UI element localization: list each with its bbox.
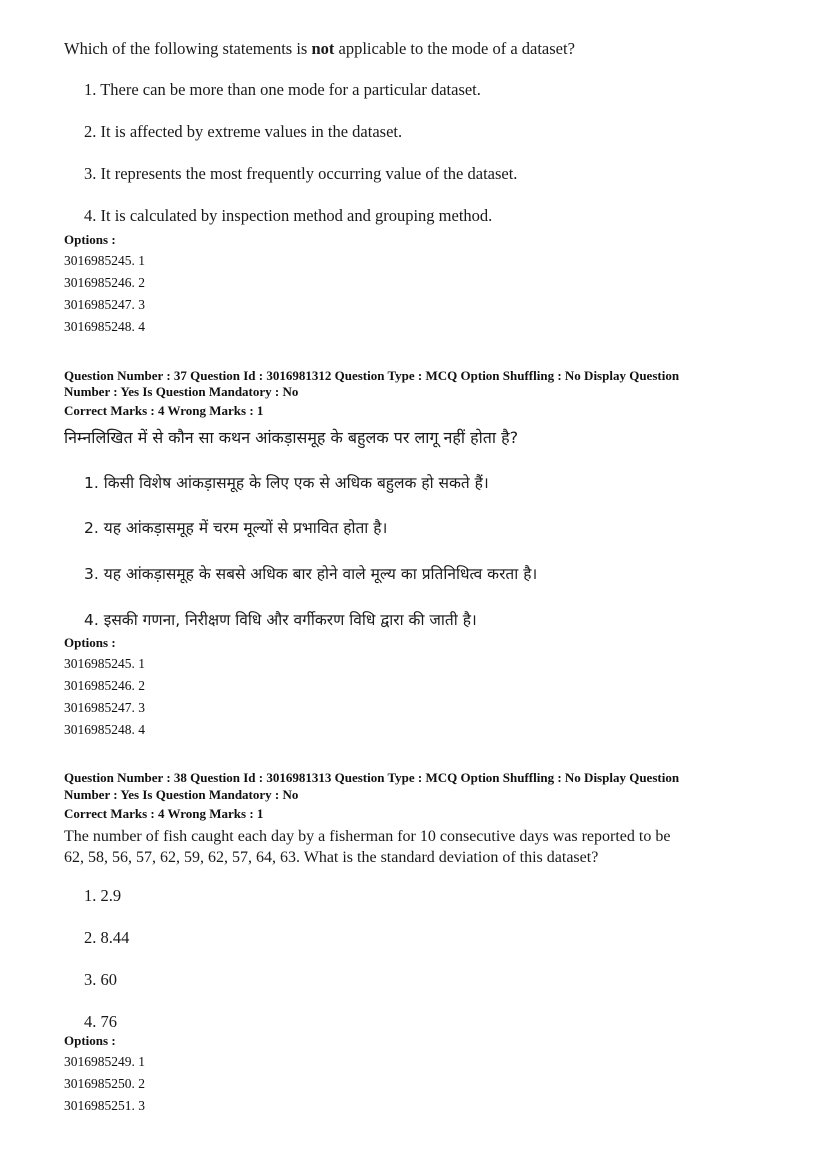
question-37-options-label: Options : [64,635,116,650]
question-37-choice-4: 4. इसकी गणना, निरीक्षण विधि और वर्गीकरण विधि द्वारा की जाती है। [84,611,477,629]
question-38-marks: Correct Marks : 4 Wrong Marks : 1 [64,806,264,821]
stem-text-before: Which of the following statements is [64,39,312,58]
question-38-choice-3: 3. 60 [84,970,117,989]
question-38-stem-line-1: The number of fish caught each day by a fisherman for 10 consecutive days was reported to be [64,828,671,845]
question-36-option-id-4: 3016985248. 4 [64,319,145,334]
question-38-option-id-3: 3016985251. 3 [64,1098,145,1113]
question-37-option-id-2: 3016985246. 2 [64,678,145,693]
question-37-choice-3: 3. यह आंकड़ासमूह के सबसे अधिक बार होने वाले मूल्य का प्रतिनिधित्व करता है। [84,565,538,583]
question-37-meta-line-1: Question Number : 37 Question Id : 3016981312 Question Type : MCQ Option Shuffling : No Display Question [64,368,680,383]
stem-emphasis: not [311,39,335,58]
question-38-meta-line-2: Number : Yes Is Question Mandatory : No [64,787,299,802]
question-36-option-id-2: 3016985246. 2 [64,275,145,290]
question-36-choice-2: 2. It is affected by extreme values in the dataset. [84,122,403,141]
question-36-choice-3: 3. It represents the most frequently occurring value of the dataset. [84,164,518,183]
question-36-choice-1: 1. There can be more than one mode for a particular dataset. [84,80,481,99]
stem-text-after: applicable to the mode of a dataset? [334,39,575,58]
question-37-choice-2: 2. यह आंकड़ासमूह में चरम मूल्यों से प्रभावित होता है। [84,519,388,537]
question-37-option-id-3: 3016985247. 3 [64,700,145,715]
question-37-option-id-1: 3016985245. 1 [64,656,145,671]
question-37-meta-line-2: Number : Yes Is Question Mandatory : No [64,384,299,399]
question-38-choice-1: 1. 2.9 [84,886,122,905]
question-37-choice-1: 1. किसी विशेष आंकड़ासमूह के लिए एक से अधिक बहुलक हो सकते हैं। [84,474,489,492]
question-38-stem-line-2: 62, 58, 56, 57, 62, 59, 62, 57, 64, 63. What is the standard deviation of this dataset? [64,849,599,866]
question-37-option-id-4: 3016985248. 4 [64,722,145,737]
question-38-options-label: Options : [64,1033,116,1048]
question-38-choice-2: 2. 8.44 [84,928,130,947]
question-37-marks: Correct Marks : 4 Wrong Marks : 1 [64,403,264,418]
question-38-choice-4: 4. 76 [84,1012,117,1031]
question-36-stem [64,39,575,59]
question-38-option-id-2: 3016985250. 2 [64,1076,145,1091]
question-37-stem: निम्नलिखित में से कौन सा कथन आंकड़ासमूह के बहुलक पर लागू नहीं होता है? [64,428,519,447]
question-36-option-id-1: 3016985245. 1 [64,253,145,268]
question-38-option-id-1: 3016985249. 1 [64,1054,145,1069]
question-36-options-label: Options : [64,232,116,247]
question-38-meta-line-1: Question Number : 38 Question Id : 3016981313 Question Type : MCQ Option Shuffling : No Display Question [64,770,680,785]
question-36-choice-4: 4. It is calculated by inspection method and grouping method. [84,206,493,225]
question-36-option-id-3: 3016985247. 3 [64,297,145,312]
